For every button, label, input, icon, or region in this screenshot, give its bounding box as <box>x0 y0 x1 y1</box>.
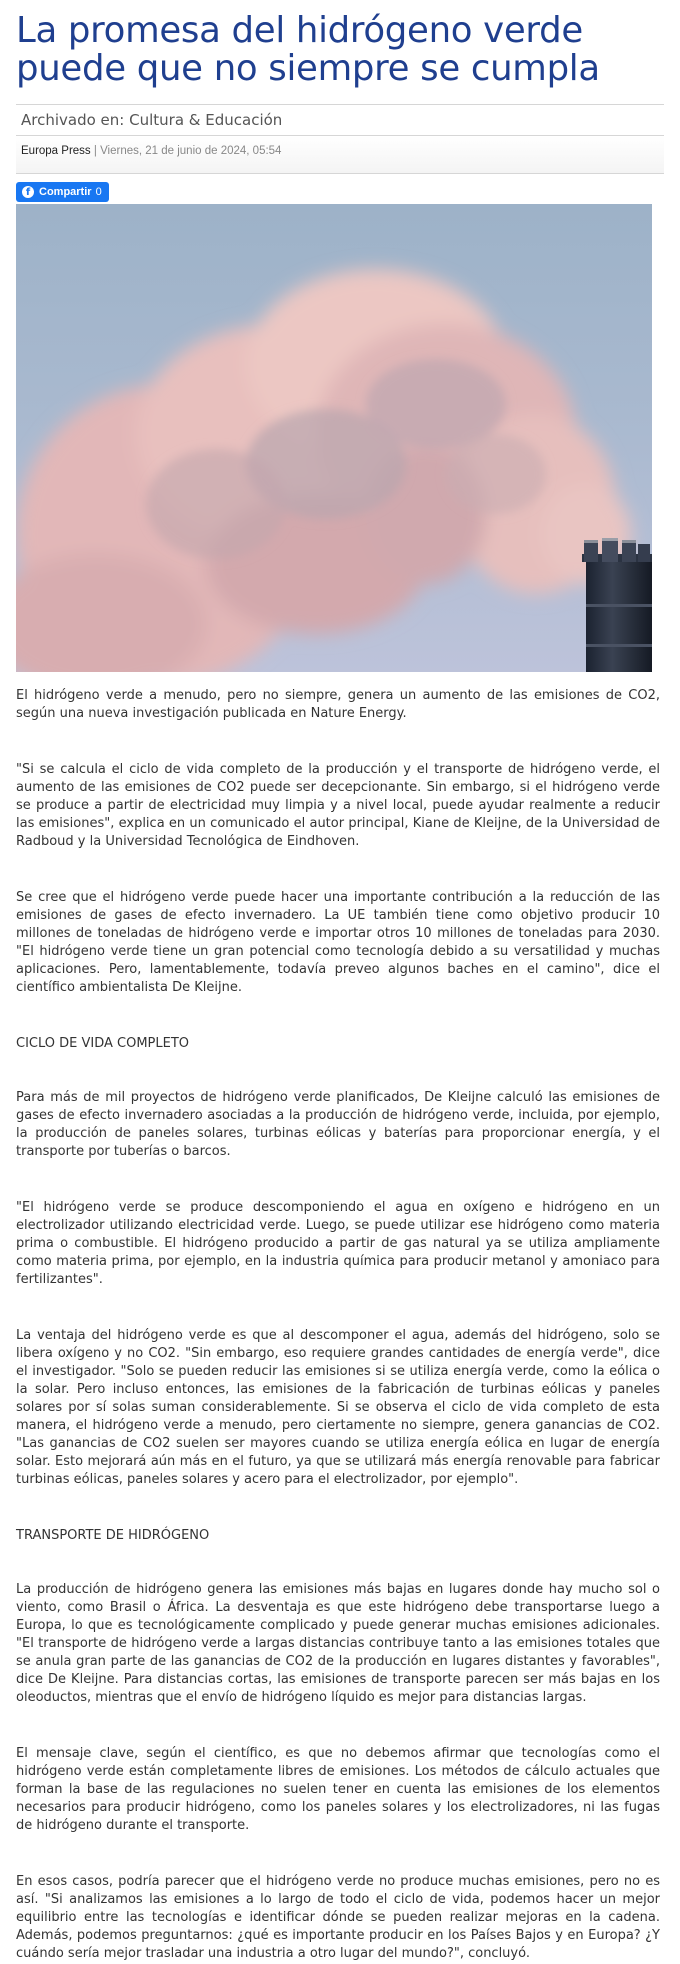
section-heading: TRANSPORTE DE HIDRÓGENO <box>16 1528 210 1543</box>
paragraph: Para más de mil proyectos de hidrógeno verde planificados, De Kleijne calculó las emisiones de gases de efecto invernadero asociadas a la producción de hidrógeno verde, incluida, por ejemplo, la producción de paneles solares, turbinas eólicas y baterías para proporcionar energía, y el transporte por tuberías o barcos. <box>16 1090 660 1159</box>
paragraph: El mensaje clave, según el científico, es que no debemos afirmar que tecnologías como el hidrógeno verde están completamente libres de emisiones. Los métodos de cálculo actuales que forman la base de las regulaciones no suelen tener en cuenta las emisiones de los elementos necesarios para producir hidrógeno, como los paneles solares y los electrolizadores, ni las fugas de hidrógeno durante el transporte. <box>16 1746 660 1833</box>
share-label: Compartir <box>39 186 92 198</box>
paragraph: El hidrógeno verde a menudo, pero no siempre, genera un aumento de las emisiones de CO2, según una nueva investigación publicada en Nature Energy. <box>16 688 660 721</box>
chimney <box>582 538 652 672</box>
paragraph: La producción de hidrógeno genera las emisiones más bajas en lugares donde hay mucho sol o viento, como Brasil o África. La desventaja es que este hidrógeno debe transportarse luego a Europa, lo que es tecnológicamente complicado y puede generar muchas emisiones adicionales. "El transporte de hidrógeno verde a largas distancias contribuye tanto a las emisiones totales que se anula gran parte de las ganancias de CO2 de la producción en lugares distantes y favorables", dice De Kleijne. Para distancias cortas, las emisiones de transporte parecen ser más bajas en los oleoductos, mientras que el envío de hidrógeno líquido es mejor para distancias largas. <box>16 1582 660 1705</box>
article-body <box>16 687 664 1963</box>
article-date: Viernes, 21 de junio de 2024, 05:54 <box>100 145 282 157</box>
article-source: Europa Press <box>21 145 91 157</box>
archive-prefix: Archivado en: <box>21 111 130 129</box>
paragraph: En esos casos, podría parecer que el hidrógeno verde no produce muchas emisiones, pero no es así. "Si analizamos las emisiones a lo largo de todo el ciclo de vida, podemos hacer un mejor equilibrio entre las tecnologías e identificar dónde se pueden realizar mejoras en la cadena. Además, podemos preguntarnos: ¿qué es importante producir en los Países Bajos y en Europa? ¿Y cuándo sería mejor trasladar una industria a otro lugar del mundo?", concluyó. <box>16 1874 660 1961</box>
paragraph: "El hidrógeno verde se produce descomponiendo el agua en oxígeno e hidrógeno en un electrolizador utilizando electricidad verde. Luego, se puede utilizar ese hidrógeno como materia prima o combustible. El hidrógeno producido a partir de gas natural ya se utiliza ampliamente como materia prima, por ejemplo, en la industria química para producir metanol y amoniaco para fertilizantes". <box>16 1200 660 1287</box>
byline <box>16 136 664 174</box>
article-hero-image <box>16 204 652 672</box>
category-link[interactable]: Cultura & Educación <box>129 111 283 129</box>
paragraph: La ventaja del hidrógeno verde es que al descomponer el agua, además del hidrógeno, solo se libera oxígeno y no CO2. "Sin embargo, eso requiere grandes cantidades de energía verde", dice el investigador. "Solo se pueden reducir las emisiones si se utiliza energía verde, como la eólica o la solar. Pero incluso entonces, las emisiones de la fabricación de turbinas eólicas y paneles solares por sí solas suman considerablemente. Si se observa el ciclo de vida completo de esta manera, el hidrógeno verde a menudo, pero ciertamente no siempre, genera ganancias de CO2. "Las ganancias de CO2 suelen ser mayores cuando se utiliza energía eólica en lugar de energía solar. Esto mejorará aún más en el futuro, ya que se utilizará más energía renovable para fabricar turbinas eólicas, paneles solares y acero para el electrolizador, por ejemplo". <box>16 1328 660 1487</box>
archive-line <box>16 104 664 136</box>
paragraph: Se cree que el hidrógeno verde puede hacer una importante contribución a la reducción de las emisiones de gases de efecto invernadero. La UE también tiene como objetivo producir 10 millones de toneladas de hidrógeno verde e importar otros 10 millones de toneladas para 2030. "El hidrógeno verde tiene un gran potencial como tecnología debido a su versatilidad y muchas aplicaciones. Pero, lamentablemente, todavía preveo algunos baches en el camino", dice el científico ambientalista De Kleijne. <box>16 890 660 995</box>
share-count: 0 <box>95 186 102 198</box>
section-heading: CICLO DE VIDA COMPLETO <box>16 1036 190 1051</box>
share-row <box>16 174 664 201</box>
byline-separator: | <box>90 145 101 157</box>
facebook-icon: f <box>22 186 34 198</box>
facebook-share-button[interactable] <box>16 182 109 202</box>
paragraph: "Si se calcula el ciclo de vida completo de la producción y el transporte de hidrógeno verde, el aumento de las emisiones de CO2 puede ser decepcionante. Sin embargo, si el hidrógeno verde se produce a partir de electricidad muy limpia y a nivel local, puede ayudar realmente a reducir las emisiones", explica en un comunicado el autor principal, Kiane de Kleijne, de la Universidad de Radboud y la Universidad Tecnológica de Eindhoven. <box>16 762 660 849</box>
article-title: La promesa del hidrógeno verde puede que no siempre se cumpla <box>16 10 600 89</box>
